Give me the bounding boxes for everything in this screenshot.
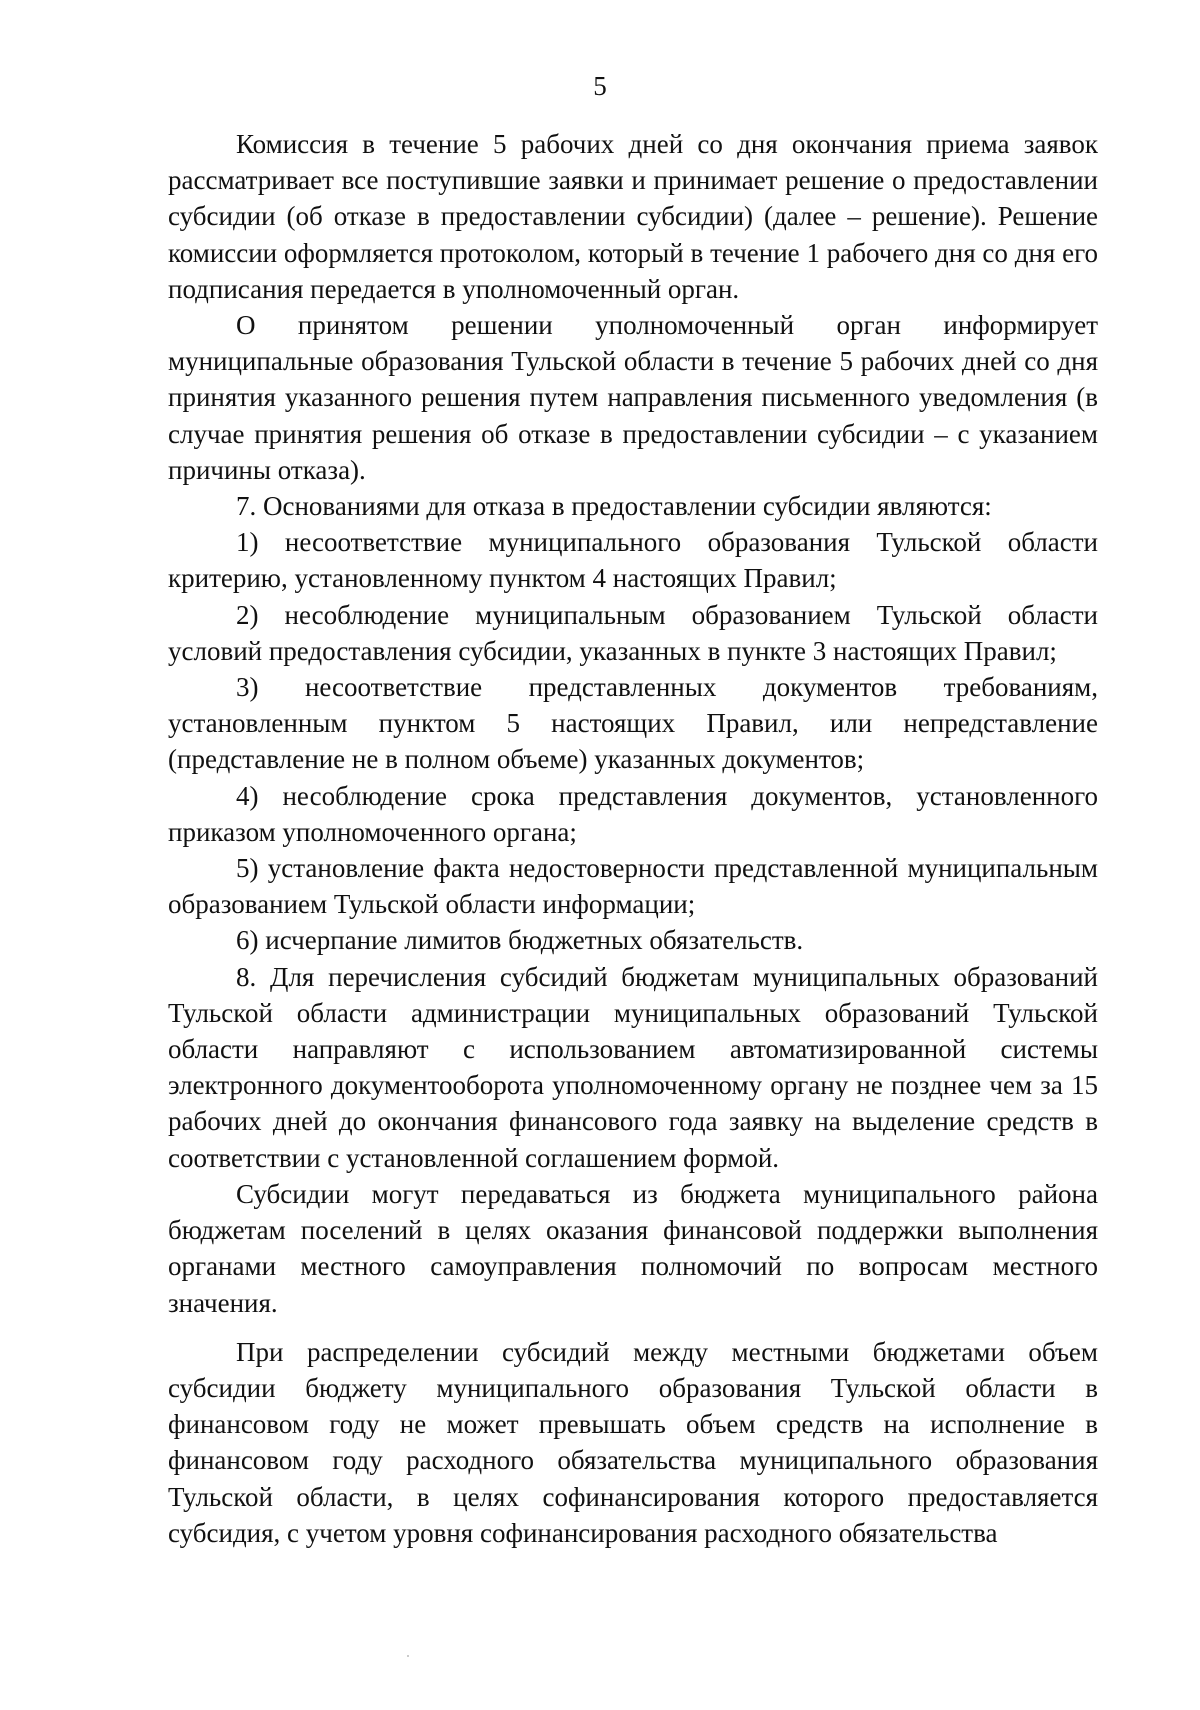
paragraph-distribution-limit: При распределении субсидий между местными бюджетами объем субсидии бюджету муниципального образования Тульской области в финансовом году не может превышать объем средств на исполнение в финансовом году расходного обязательства муниципального образования Тульской области, в целях софинансирования которого предоставляется субсидия, с учетом уровня софинансирования расходного обязательства	[168, 1336, 1098, 1548]
list-item-ground-5: 5) установление факта недостоверности представленной муниципальным образованием Тульской области информации;	[168, 853, 1098, 920]
list-item-ground-6: 6) исчерпание лимитов бюджетных обязательств.	[236, 925, 804, 956]
list-item-ground-1: 1) несоответствие муниципального образования Тульской области критерию, установленному пунктом 4 настоящих Правил;	[168, 527, 1098, 594]
paragraph-refusal-grounds-heading: 7. Основаниями для отказа в предоставлении субсидии являются:	[236, 491, 992, 522]
page-number: 5	[593, 71, 607, 101]
scan-speck	[407, 1655, 409, 1657]
paragraph-municipal-transfer: Субсидии могут передаваться из бюджета муниципального района бюджетам поселений в целях оказания финансовой поддержки выполнения органами местного самоуправления полномочий по вопросам местного значения.	[168, 1178, 1098, 1318]
paragraph-commission-review: Комиссия в течение 5 рабочих дней со дня окончания приема заявок рассматривает все поступившие заявки и принимает решение о предоставлении субсидии (об отказе в предоставлении субсидии) (далее – решение). Решение комиссии оформляется протоколом, который в течение 1 рабочего дня со дня его подписания передается в уполномоченный орган.	[168, 129, 1098, 304]
list-item-ground-3: 3) несоответствие представленных документов требованиям, установленным пунктом 5 настоящих Правил, или непредставление (представление не в полном объеме) указанных документов;	[168, 672, 1098, 775]
paragraph-notification: О принятом решении уполномоченный орган информирует муниципальные образования Тульской области в течение 5 рабочих дней со дня принятия указанного решения путем направления письменного уведомления (в случае принятия решения об отказе в предоставлении субсидии – с указанием причины отказа).	[168, 310, 1098, 485]
list-item-ground-4: 4) несоблюдение срока представления документов, установленного приказом уполномоченного органа;	[168, 780, 1098, 847]
paragraph-transfer-request: 8. Для перечисления субсидий бюджетам муниципальных образований Тульской области администрации муниципальных образований Тульской области направляют с использованием автоматизированной системы электронного документооборота уполномоченному органу не позднее чем за 15 рабочих дней до окончания финансового года заявку на выделение средств в соответствии с установленной соглашением формой.	[168, 961, 1098, 1173]
document-body	[168, 126, 1098, 1551]
list-item-ground-2: 2) несоблюдение муниципальным образованием Тульской области условий предоставления субсидии, указанных в пункте 3 настоящих Правил;	[168, 599, 1098, 666]
